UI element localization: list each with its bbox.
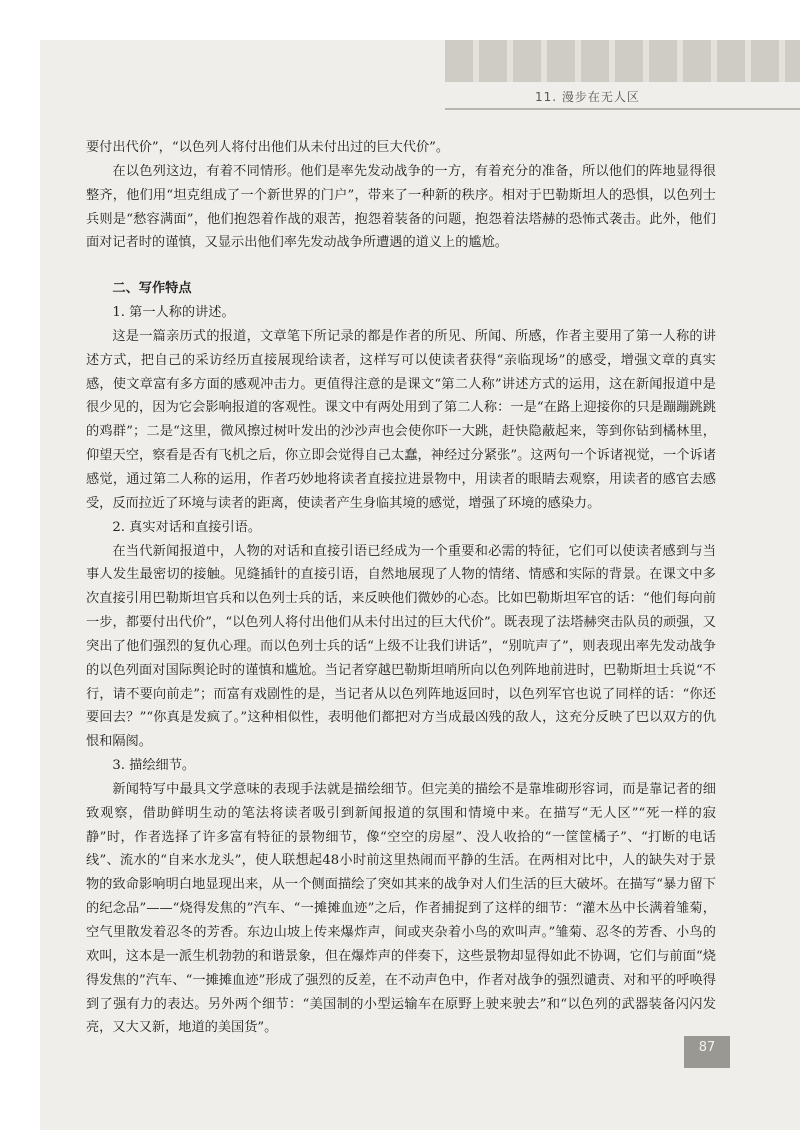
- paragraph-continuation: 要付出代价”，“以色列人将付出他们从未付出过的巨大代价”。: [86, 140, 450, 155]
- subheading-details: 3. 描绘细节。: [112, 758, 196, 774]
- paragraph-first-person: 这是一篇亲历式的报道，文章笔下所记录的都是作者的所见、所闻、所感，作者主要用了第一人称的讲述方式，把自己的采访经历直接展现给读者，这样写可以使读者获得“亲临现场”的感受，增强文章的真实感，使文章富有多方面的感观冲击力。更值得注意的是课文“第二人称”讲述方式的运用，这在新闻报道中是很少见的，因为它会影响报道的客观性。课文中有两处用到了第二人称：一是“在路上迎接你的只是蹦蹦跳跳的鸡群”；二是“这里，微风擦过树叶发出的沙沙声也会使你吓一大跳，赶快隐蔽起来，等到你钻到橘林里，仰望天空，察看是否有飞机之后，你立即会觉得自己太蠢，神经过分紧张”。这两句一个诉诸视觉，一个诉诸感觉，通过第二人称的运用，作者巧妙地将读者直接拉进景物中，用读者的眼睛去观察，用读者的感官去感受，反而拉近了环境与读者的距离，使读者产生身临其境的感觉，增强了环境的感染力。: [86, 328, 716, 511]
- subheading-dialogue: 2. 真实对话和直接引语。: [112, 519, 262, 535]
- subheading-first-person: 1. 第一人称的讲述。: [112, 305, 235, 321]
- paragraph-dialogue: 在当代新闻报道中，人物的对话和直接引语已经成为一个重要和必需的特征，它们可以使读者感到与当事人发生最密切的接触。见缝插针的直接引语，自然地展现了人物的情绪、情感和实际的背景。在课文中多次直接引用巴勒斯坦官兵和以色列士兵的话，来反映他们微妙的心态。比如巴勒斯坦军官的话：“他们每向前一步，都要付出代价”，“以色列人将付出他们从未付出过的巨大代价”。既表现了法塔赫突击队员的顽强，又突出了他们强烈的复仇心理。而以色列士兵的话“上级不让我们讲话”，“别吭声了”，则表现出率先发动战争的以色列面对国际舆论时的谨慎和尴尬。当记者穿越巴勒斯坦哨所向以色列阵地前进时，巴勒斯坦士兵说“不行，请不要向前走”；而富有戏剧性的是，当记者从以色列阵地返回时，以色列军官也说了同样的话：“你还要回去？”“你真是发疯了。”这种相似性，表明他们都把对方当成最凶残的敌人，这充分反映了巴以双方的仇恨和隔阂。: [86, 543, 716, 750]
- page-number: 87: [698, 1040, 716, 1055]
- paragraph-israel-side: 在以色列这边，有着不同情形。他们是率先发动战争的一方，有着充分的准备，所以他们的阵地显得很整齐，他们用“坦克组成了一个新世界的门户”，带来了一种新的秩序。相对于巴勒斯坦人的恐惧，以色列士兵则是“愁容满面”，他们抱怨着作战的艰苦，抱怨着装备的问题，抱怨着法塔赫的恐怖式袭击。此外，他们面对记者时的谨慎，又显示出他们率先发动战争所遭遇的道义上的尴尬。: [86, 163, 716, 251]
- header-decoration: [445, 40, 800, 82]
- running-head: 11. 漫步在无人区: [535, 90, 640, 104]
- section-heading-writing-features: 二、写作特点: [112, 281, 192, 297]
- body-text: [86, 136, 716, 1040]
- header-rule: [445, 108, 800, 110]
- paragraph-details: 新闻特写中最具文学意味的表现手法就是描绘细节。但完美的描绘不是靠堆砌形容词，而是靠记者的细致观察，借助鲜明生动的笔法将读者吸引到新闻报道的氛围和情境中来。在描写“无人区”“死一样的寂静”时，作者选择了许多富有特征的景物细节，像“空空的房屋”、没人收拾的“一筐筐橘子”、“打断的电话线”、流水的“自来水龙头”，使人联想起48小时前这里热闹而平静的生活。在两相对比中，人的缺失对于景物的致命影响明白地显现出来，从一个侧面描绘了突如其来的战争对人们生活的巨大破坏。在描写“暴力留下的纪念品”——“烧得发焦的”汽车、“一摊摊血迹”之后，作者捕捉到了这样的细节：“灌木丛中长满着雏菊，空气里散发着忍冬的芳香。东边山坡上传来爆炸声，间或夹杂着小鸟的欢叫声。”雏菊、忍冬的芳香、小鸟的欢叫，这本是一派生机勃勃的和谐景象，但在爆炸声的伴奏下，这些景物却显得如此不协调，它们与前面“烧得发焦的”汽车、“一摊摊血迹”形成了强烈的反差，在不动声色中，作者对战争的强烈谴责、对和平的呼唤得到了强有力的表达。另外两个细节：“美国制的小型运输车在原野上驶来驶去”和“以色列的武器装备闪闪发亮，又大又新，地道的美国货”。: [86, 781, 716, 1036]
